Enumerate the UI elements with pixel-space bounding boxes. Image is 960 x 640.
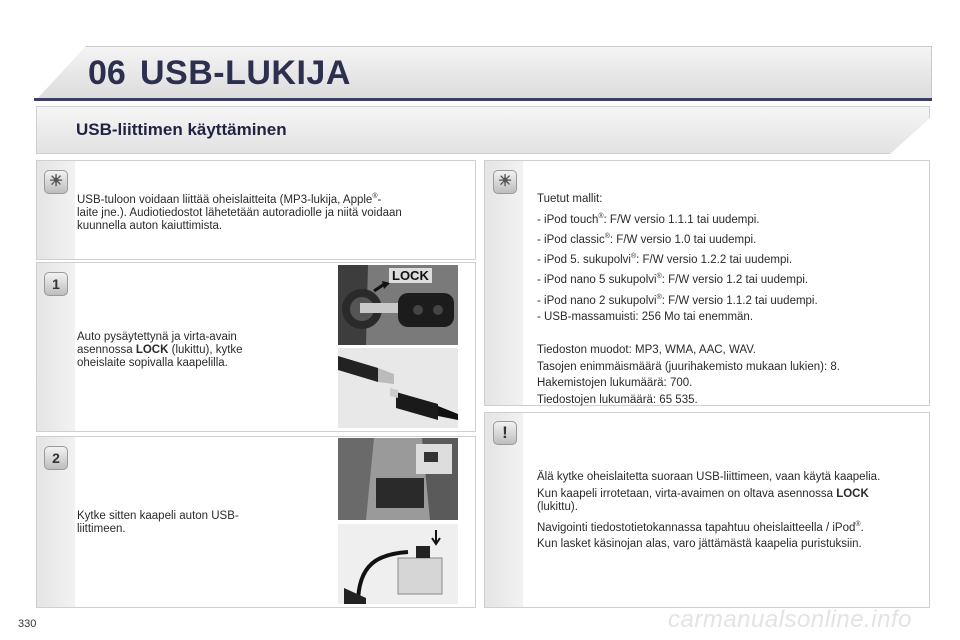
file-formats: Tiedoston muodot: MP3, WMA, AAC, WAV. bbox=[537, 344, 757, 357]
supported-heading: Tuetut mallit: bbox=[537, 193, 603, 205]
model-item: - iPod touch®: F/W versio 1.1.1 tai uudempi. bbox=[537, 212, 760, 226]
chapter-number: 06 bbox=[88, 54, 126, 92]
model-item: - iPod nano 2 sukupolvi®: F/W versio 1.1.2 tai uudempi. bbox=[537, 293, 818, 307]
usb-cable-photo bbox=[338, 348, 458, 428]
header-underline bbox=[34, 98, 932, 101]
armrest-photo bbox=[338, 438, 458, 520]
dir-count: Hakemistojen lukumäärä: 700. bbox=[537, 377, 693, 390]
watermark: carmanualsonline.info bbox=[668, 606, 912, 633]
model-item: - iPod 5. sukupolvi®: F/W versio 1.2.2 tai uudempi. bbox=[537, 253, 793, 266]
supported-text bbox=[537, 193, 922, 410]
usb-port-photo bbox=[338, 524, 458, 604]
panel-tab bbox=[485, 161, 523, 405]
file-count: Tiedostojen lukumäärä: 65 535. bbox=[537, 393, 698, 406]
step2-text: Kytke sitten kaapeli auton USB- liittimeen. bbox=[77, 510, 239, 535]
warning-text: Älä kytke oheislaitetta suoraan USB-liittimeen, vaan käytä kaapelia. Kun kaapeli irrotetaan, virta-avaimen on oltava asennossa LOCK (lukittu). Navigointi tiedostotietokannassa tapahtuu oheislaitteella / iPod®. Kun lasket käsinojan alas, varo jättämästä kaapelia puristuksiin. bbox=[537, 471, 881, 550]
model-item: - USB-massamuisti: 256 Mo tai enemmän. bbox=[537, 311, 754, 324]
step2-badge: 2 bbox=[44, 446, 68, 470]
intro-text: USB-tuloon voidaan liittää oheislaitteita (MP3-lukija, Apple®- laite jne.). Audiotiedostot lähetetään autoradiolle ja niitä voidaan kuunnella auton kaiuttimista. bbox=[77, 193, 402, 232]
info-sun-icon: ☀ bbox=[493, 170, 517, 194]
step1-badge: 1 bbox=[44, 272, 68, 296]
info-sun-icon: ☀ bbox=[44, 170, 68, 194]
lock-photo-label: LOCK bbox=[389, 268, 432, 283]
warning-exclamation-icon: ! bbox=[493, 421, 517, 445]
step1-text: Auto pysäytettynä ja virta-avain asennossa LOCK (lukittu), kytke oheislaite sopivalla kaapelilla. bbox=[77, 331, 243, 369]
page-number: 330 bbox=[18, 618, 37, 630]
model-item: - iPod nano 5 sukupolvi®: F/W versio 1.2 tai uudempi. bbox=[537, 273, 809, 287]
section-title: USB-liittimen käyttäminen bbox=[76, 120, 287, 139]
chapter-title: USB-LUKIJA bbox=[140, 54, 351, 92]
model-item: - iPod classic®: F/W versio 1.0 tai uudempi. bbox=[537, 232, 757, 246]
max-levels: Tasojen enimmäismäärä (juurihakemisto mukaan lukien): 8. bbox=[537, 360, 840, 373]
